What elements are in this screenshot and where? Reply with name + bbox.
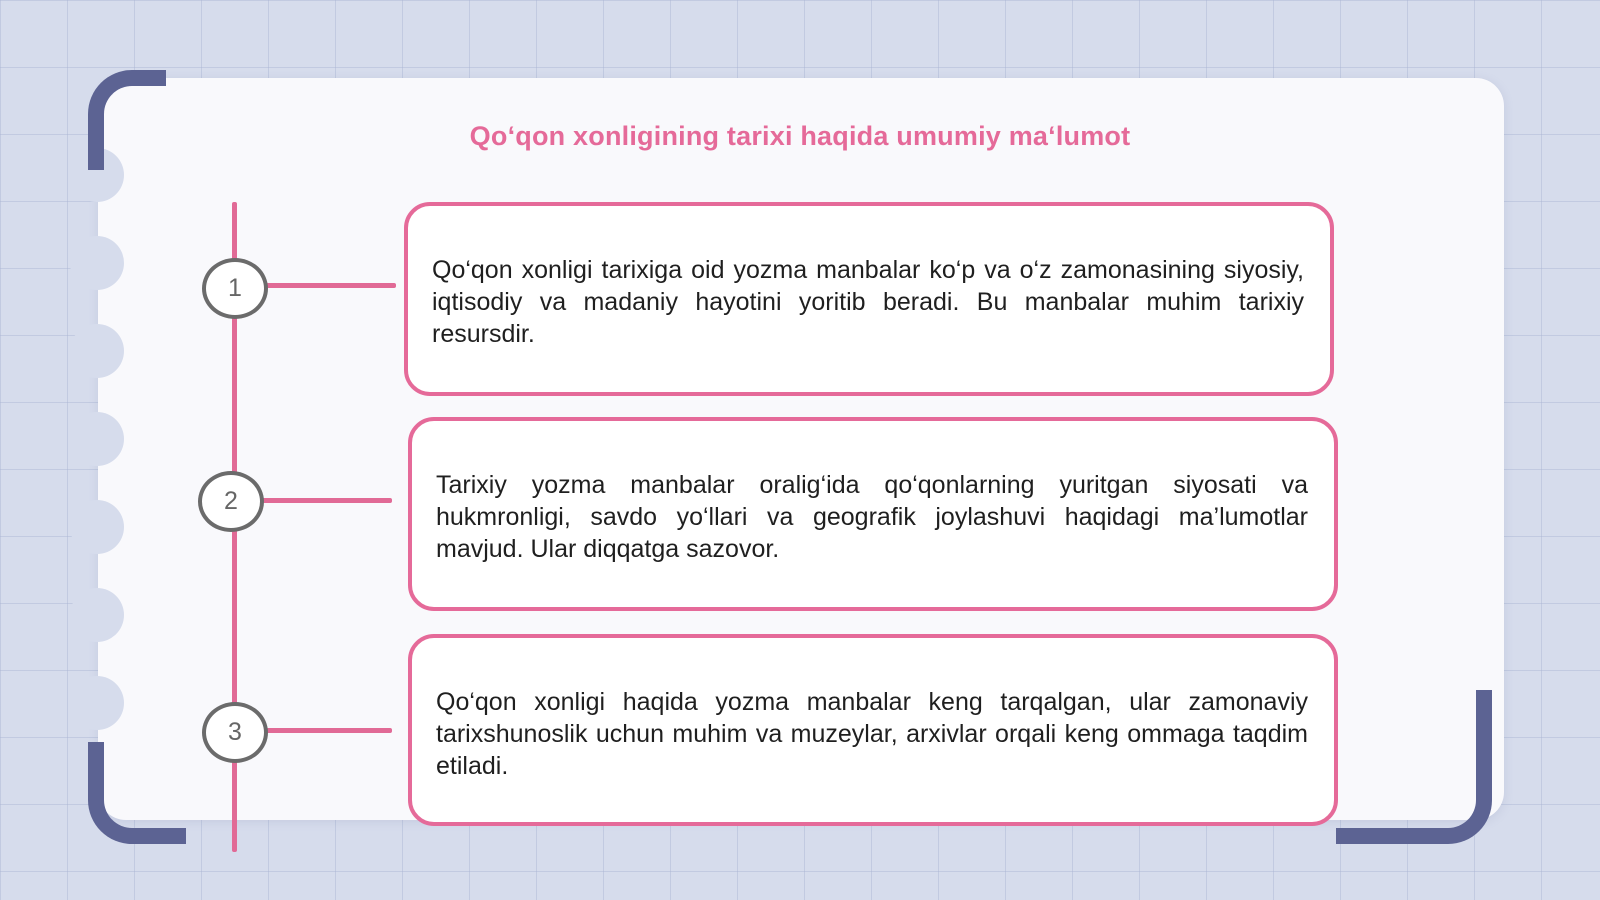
timeline-connector xyxy=(262,498,392,503)
card-notch xyxy=(70,412,124,466)
timeline-connector xyxy=(266,728,392,733)
timeline-item-text: Qo‘qon xonligi haqida yozma manbalar keng tarqalgan, ular zamonaviy tarixshunoslik uchun muhim va muzeylar, arxivlar orqali keng ommaga taqdim etiladi. xyxy=(436,688,1308,780)
timeline-node: 3 xyxy=(202,702,268,763)
card-notch xyxy=(70,236,124,290)
corner-bracket-bottom-left xyxy=(88,742,186,844)
card-notch xyxy=(70,324,124,378)
card-notch xyxy=(70,500,124,554)
timeline-item-box xyxy=(408,634,1338,826)
timeline-connector xyxy=(266,283,396,288)
timeline-item-box xyxy=(404,202,1334,396)
corner-bracket-top-left xyxy=(88,70,166,170)
slide-title: Qoʻqon xonligining tarixi haqida umumiy maʻlumot xyxy=(469,121,1131,151)
timeline-node: 1 xyxy=(202,258,268,319)
timeline-item-box xyxy=(408,417,1338,611)
card-notch xyxy=(70,588,124,642)
corner-bracket-bottom-right xyxy=(1336,690,1492,844)
timeline-item-text: Qo‘qon xonligi tarixiga oid yozma manbalar ko‘p va o‘z zamonasining siyosiy, iqtisodiy va madaniy hayotini yoritib beradi. Bu manbalar muhim tarixiy resursdir. xyxy=(432,256,1304,348)
timeline-item-text: Tarixiy yozma manbalar oralig‘ida qo‘qonlarning yuritgan siyosati va hukmronligi, savdo yo‘llari va geografik joylashuvi haqidagi ma’lumotlar mavjud. Ular diqqatga sazovor. xyxy=(436,471,1308,563)
card-notch xyxy=(70,676,124,730)
timeline-node: 2 xyxy=(198,471,264,532)
